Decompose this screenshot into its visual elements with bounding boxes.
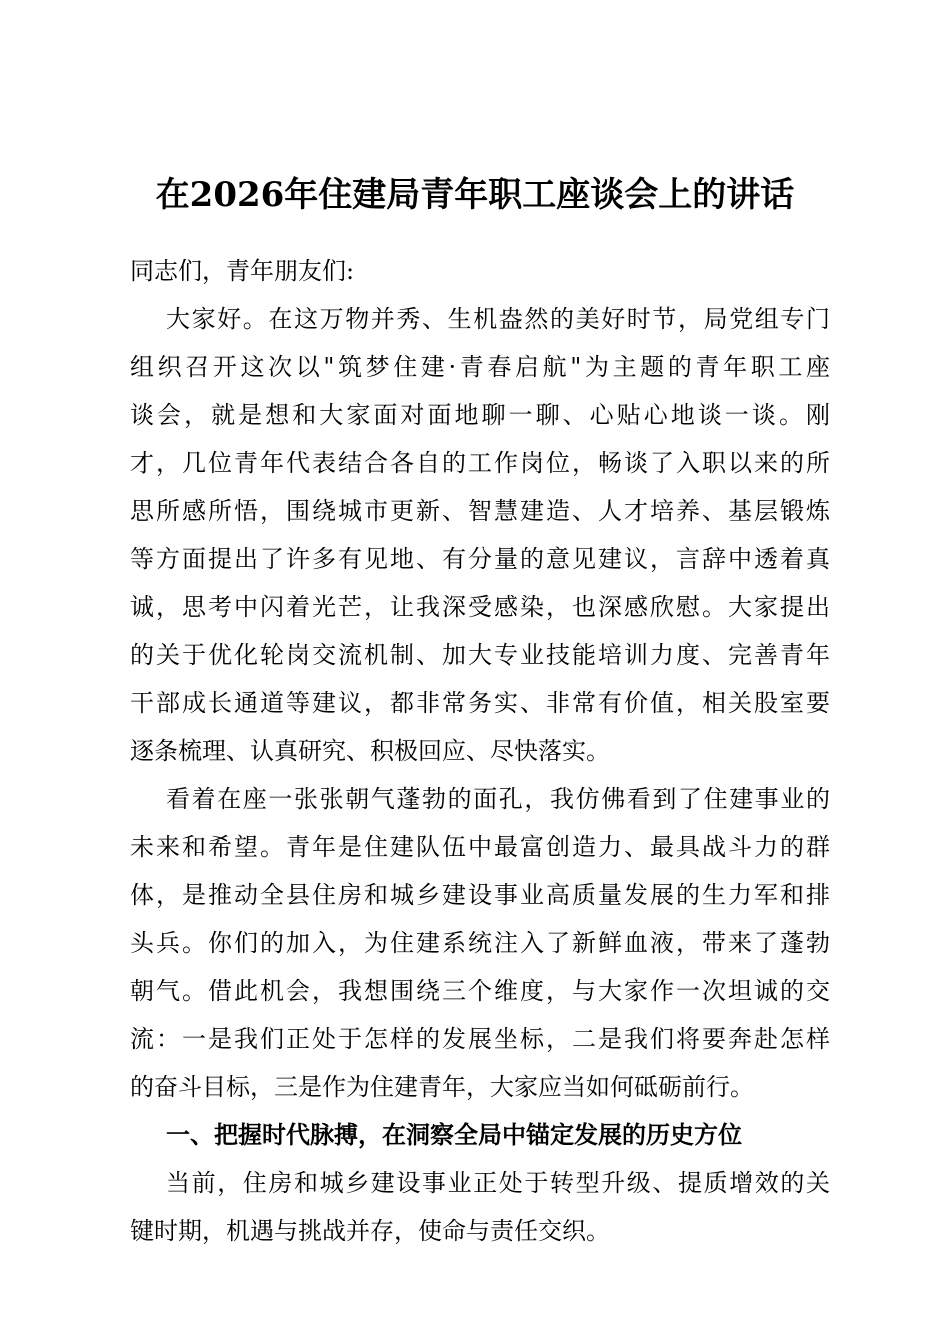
document-title: 在2026年住建局青年职工座谈会上的讲话 [155, 175, 795, 215]
section-paragraph [130, 1159, 830, 1255]
paragraph-line: 才，几位青年代表结合各自的工作岗位，畅谈了入职以来的所 [130, 449, 830, 477]
paragraph-line: 未来和希望。青年是住建队伍中最富创造力、最具战斗力的群 [130, 833, 830, 861]
paragraph-line: 大家好。在这万物并秀、生机盎然的美好时节，局党组专门 [166, 305, 830, 333]
paragraph-line: 的奋斗目标，三是作为住建青年，大家应当如何砥砺前行。 [130, 1073, 754, 1101]
paragraph-1 [130, 295, 830, 775]
paragraph-line: 组织召开这次以"筑梦住建·青春启航"为主题的青年职工座 [130, 353, 830, 381]
paragraph-line: 逐条梳理、认真研究、积极回应、尽快落实。 [130, 737, 610, 765]
paragraph-line: 思所感所悟，围绕城市更新、智慧建造、人才培养、基层锻炼 [130, 497, 830, 525]
paragraph-line: 流：一是我们正处于怎样的发展坐标，二是我们将要奔赴怎样 [130, 1025, 830, 1053]
paragraph-2 [130, 775, 830, 1111]
paragraph-line: 朝气。借此机会，我想围绕三个维度，与大家作一次坦诚的交 [130, 977, 830, 1005]
paragraph-line: 诚，思考中闪着光芒，让我深受感染，也深感欣慰。大家提出 [130, 593, 830, 621]
paragraph-line: 当前，住房和城乡建设事业正处于转型升级、提质增效的关 [166, 1169, 830, 1197]
paragraph-line: 的关于优化轮岗交流机制、加大专业技能培训力度、完善青年 [130, 641, 830, 669]
salutation: 同志们，青年朋友们: [130, 257, 355, 285]
section-heading: 一、把握时代脉搏，在洞察全局中锚定发展的历史方位 [166, 1120, 742, 1149]
paragraph-line: 看着在座一张张朝气蓬勃的面孔，我仿佛看到了住建事业的 [166, 785, 830, 813]
paragraph-line: 体，是推动全县住房和城乡建设事业高质量发展的生力军和排 [130, 881, 830, 909]
paragraph-line: 等方面提出了许多有见地、有分量的意见建议，言辞中透着真 [130, 545, 830, 573]
paragraph-line: 键时期，机遇与挑战并存，使命与责任交织。 [130, 1217, 610, 1245]
document-body [130, 247, 830, 1255]
paragraph-line: 头兵。你们的加入，为住建系统注入了新鲜血液，带来了蓬勃 [130, 929, 830, 957]
paragraph-line: 干部成长通道等建议，都非常务实、非常有价值，相关股室要 [130, 689, 830, 717]
paragraph-line: 谈会，就是想和大家面对面地聊一聊、心贴心地谈一谈。刚 [130, 401, 830, 429]
